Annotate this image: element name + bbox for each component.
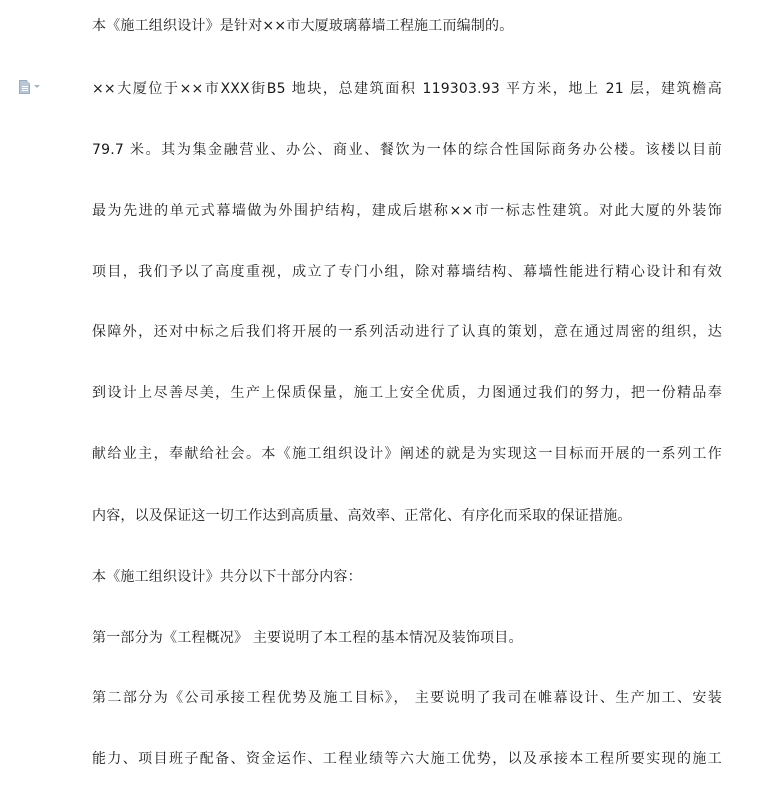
- text-line-8: 献给业主，奉献给社会。本《施工组织设计》阐述的就是为实现这一目标而开展的一系列工作: [92, 446, 722, 462]
- text-line-6: 保障外，还对中标之后我们将开展的一系列活动进行了认真的策划，意在通过周密的组织，达: [92, 324, 722, 340]
- text-line-7: 到设计上尽善尽美，生产上保质保量，施工上安全优质，力图通过我们的努力，把一份精品奉: [92, 385, 722, 401]
- text-line-2: ××大厦位于××市XXX街B5 地块，总建筑面积 119303.93 平方米，地上 21 层，建筑檐高: [92, 81, 722, 97]
- chevron-down-icon: [34, 85, 40, 88]
- document-icon: [19, 80, 30, 94]
- text-line-11: 第一部分为《工程概况》 主要说明了本工程的基本情况及装饰项目。: [92, 630, 523, 646]
- text-line-9: 内容，以及保证这一切工作达到高质量、高效率、正常化、有序化而采取的保证措施。: [92, 508, 632, 524]
- text-line-5: 项目，我们予以了高度重视，成立了专门小组，除对幕墙结构、幕墙性能进行精心设计和有效: [92, 264, 722, 280]
- text-line-1: 本《施工组织设计》是针对××市大厦玻璃幕墙工程施工而编制的。: [92, 18, 514, 34]
- text-line-12: 第二部分为《公司承接工程优势及施工目标》， 主要说明了我司在帷幕设计、生产加工、安装: [92, 690, 722, 706]
- text-line-3: 79.7 米。其为集金融营业、办公、商业、餐饮为一体的综合性国际商务办公楼。该楼以目前: [92, 142, 722, 158]
- text-line-10: 本《施工组织设计》共分以下十部分内容：: [92, 569, 362, 585]
- paragraph-menu-button[interactable]: [19, 80, 47, 94]
- text-line-13: 能力、项目班子配备、资金运作、工程业绩等六大施工优势，以及承接本工程所要实现的施工: [92, 751, 722, 767]
- text-line-4: 最为先进的单元式幕墙做为外围护结构，建成后堪称××市一标志性建筑。对此大厦的外装饰: [92, 203, 722, 219]
